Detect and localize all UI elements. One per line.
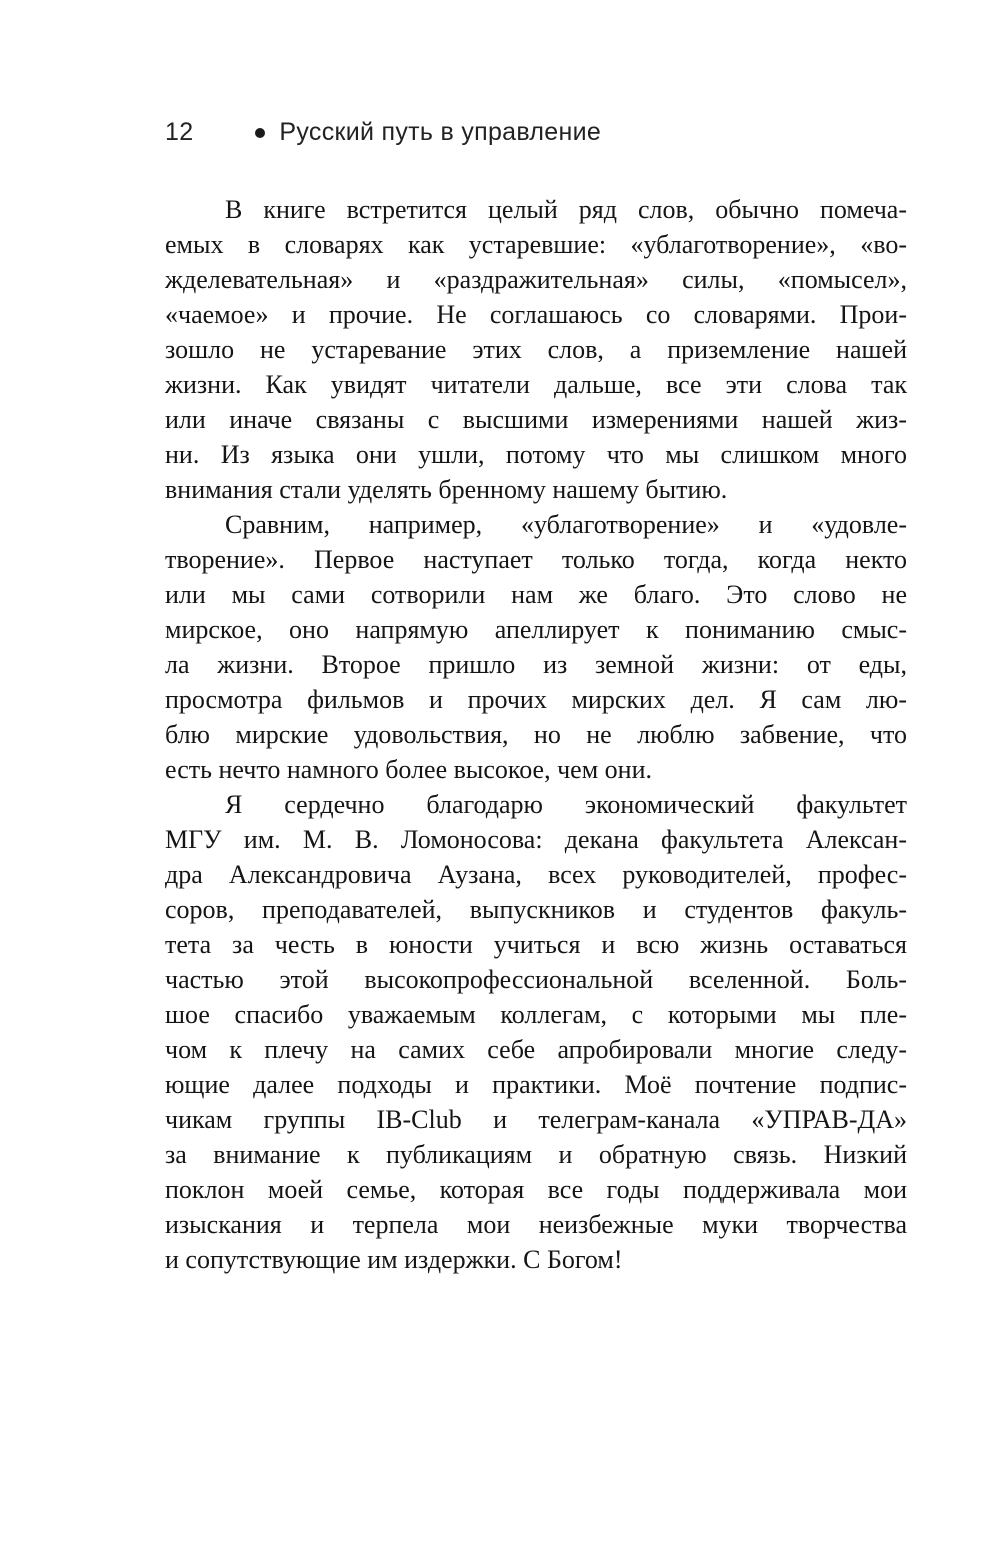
text-line: мирское, оно напрямую апеллирует к пониманию смыс- [165,615,907,644]
text-line: частью этой высокопрофессиональной вселенной. Боль- [165,965,907,994]
text-line: или иначе связаны с высшими измерениями нашей жиз- [165,405,907,434]
text-line: чикам группы IB-Club и телеграм-канала «УПРАВ-ДА» [165,1105,907,1134]
text-line: МГУ им. М. В. Ломоносова: декана факультета Алексан- [165,825,907,854]
text-line: блю мирские удовольствия, но не люблю забвение, что [165,720,907,749]
paragraph-3 [165,787,907,1277]
text-line: внимания стали уделять бренному нашему бытию. [165,475,728,504]
text-line: В книге встретится целый ряд слов, обычно помеча- [225,195,907,224]
text-line: или мы сами сотворили нам же благо. Это слово не [165,580,907,609]
text-line: жизни. Как увидят читатели дальше, все эти слова так [165,370,907,399]
page-number: 12 [165,118,194,146]
page-body [165,192,907,1277]
text-line: ющие далее подходы и практики. Моё почтение подпис- [165,1070,907,1099]
text-line: за внимание к публикациям и обратную связь. Низкий [165,1140,907,1169]
paragraph-2 [165,507,907,787]
text-line: дра Александровича Аузана, всех руководителей, профес- [165,860,907,889]
text-line: зошло не устаревание этих слов, а приземление нашей [165,335,907,364]
text-line: и сопутствующие им издержки. С Богом! [165,1245,623,1274]
text-line: просмотра фильмов и прочих мирских дел. Я сам лю- [165,685,907,714]
text-line: шое спасибо уважаемым коллегам, с которыми мы пле- [165,1000,907,1029]
text-line: ни. Из языка они ушли, потому что мы слишком много [165,440,907,469]
text-line: есть нечто намного более высокое, чем они. [165,755,652,784]
text-line: чом к плечу на самих себе апробировали многие следу- [165,1035,907,1064]
bullet-separator-icon [255,128,265,138]
text-line: Я сердечно благодарю экономический факультет [225,790,907,819]
text-line: изыскания и терпела мои неизбежные муки творчества [165,1210,907,1239]
text-line: Сравним, например, «ублаготворение» и «удовле- [225,510,907,539]
text-line: поклон моей семье, которая все годы поддерживала мои [165,1175,907,1204]
running-title: Русский путь в управление [279,118,602,146]
text-line: «чаемое» и прочие. Не соглашаюсь со словарями. Прои- [165,300,907,329]
text-line: соров, преподавателей, выпускников и студентов факуль- [165,895,907,924]
running-header [165,118,601,147]
text-line: ла жизни. Второе пришло из земной жизни: от еды, [165,650,907,679]
text-line: тета за честь в юности учиться и всю жизнь оставаться [165,930,907,959]
text-line: емых в словарях как устаревшие: «ублаготворение», «во- [165,230,907,259]
paragraph-1 [165,192,907,507]
text-line: жделевательная» и «раздражительная» силы, «помысел», [165,265,907,294]
text-line: творение». Первое наступает только тогда, когда некто [165,545,907,574]
